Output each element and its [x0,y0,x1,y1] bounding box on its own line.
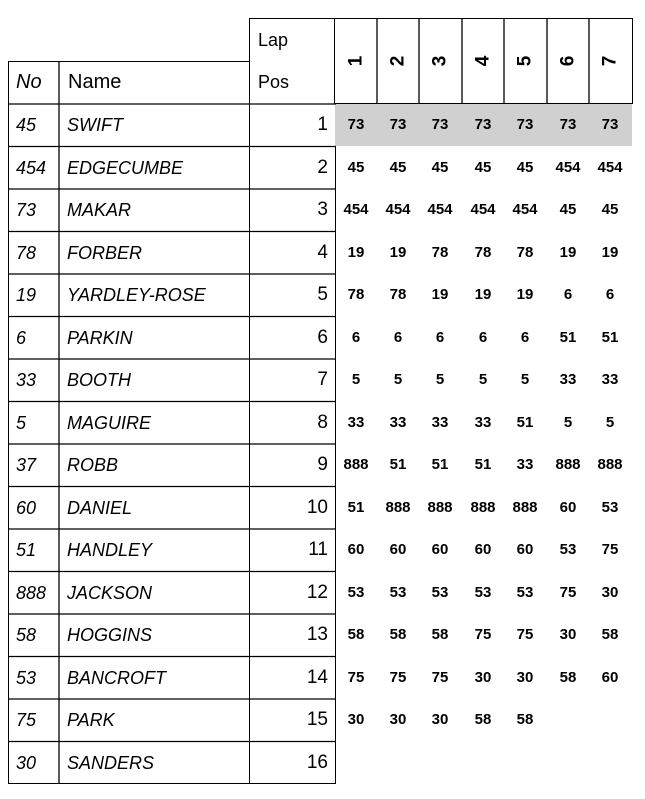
lap-3-car-number: 78 [431,243,449,261]
lap-7-car-number: 75 [601,541,619,558]
table-row [0,147,645,189]
lap-5-car-number: 454 [512,201,538,218]
lap-4-car-number [462,742,504,784]
lap-4-car-number: 5 [478,371,488,388]
lap-1-car-number: 75 [347,668,365,686]
driver-number: 51 [16,540,37,560]
header-name: Name [68,71,122,93]
lap-3-car-number: 5 [435,371,445,388]
finish-position: 3 [317,199,328,220]
lap-4-car-number: 45 [474,158,492,176]
lap-3-car-number: 60 [431,541,449,558]
driver-name: YARDLEY-ROSE [67,285,206,305]
lap-3-car-number: 51 [431,456,449,473]
lap-2-car-number: 30 [389,711,407,728]
lap-3-car-number: 19 [431,286,449,303]
lap-1-car-number: 51 [347,498,365,516]
lap-5-car-number: 5 [520,371,530,388]
driver-name: BOOTH [67,370,132,390]
lap-1-car-number: 33 [347,413,365,431]
lap-1-car-number: 5 [351,371,361,388]
lap-5-car-number: 73 [516,116,534,133]
finish-position: 1 [317,114,328,135]
driver-number: 5 [16,412,27,433]
lap-5-car-number: 53 [516,583,534,601]
lap-4-car-number: 78 [474,243,492,261]
lap-5-car-number: 75 [516,626,534,643]
table-row [0,402,645,444]
lap-4-car-number: 30 [474,668,492,686]
lap-header-1: 1 [344,55,366,67]
finish-position: 13 [306,624,328,645]
finish-position: 6 [317,326,328,348]
lap-3-car-number: 33 [431,413,449,431]
lap-3-car-number: 888 [427,498,453,516]
lap-1-car-number: 454 [343,201,369,218]
driver-name: BANCROFT [67,667,166,688]
lap-6-car-number: 19 [559,243,577,261]
lap-3-car-number: 30 [431,711,449,728]
lap-1-car-number: 78 [347,286,365,303]
driver-number: 45 [16,115,37,135]
driver-number: 60 [16,497,37,518]
lap-4-car-number: 58 [474,711,492,728]
table-row [0,317,645,359]
lap-7-car-number: 73 [601,116,619,133]
lap-5-car-number: 30 [516,668,534,686]
lap-5-car-number: 60 [516,541,534,558]
lap-2-car-number: 53 [389,583,407,601]
driver-name: SANDERS [67,752,155,773]
lap-6-car-number: 73 [559,116,577,133]
lap-6-car-number: 30 [559,626,577,643]
lap-2-car-number: 6 [393,328,403,346]
table-row [0,742,645,784]
lap-4-car-number: 60 [474,541,492,558]
table-row [0,699,645,741]
finish-position: 4 [317,241,328,263]
table-row [0,444,645,486]
driver-number: 78 [16,242,37,263]
lap-header-6: 6 [556,55,578,67]
lap-5-car-number: 51 [516,413,534,431]
lap-2-car-number: 78 [389,286,407,303]
table-row [0,614,645,656]
driver-number: 6 [16,327,27,348]
driver-number: 33 [16,370,37,390]
driver-number: 53 [16,667,37,688]
table-row [0,657,645,699]
lap-1-car-number: 30 [347,711,365,728]
finish-position: 16 [306,751,328,773]
driver-name: FORBER [67,242,143,263]
driver-number: 19 [16,285,37,305]
lap-header-5: 5 [513,55,535,67]
header-lap: Lap [258,30,289,50]
driver-name: HOGGINS [67,625,153,645]
lap-3-car-number [419,742,461,784]
lap-1-car-number: 6 [351,328,361,346]
lap-4-car-number: 33 [474,413,492,431]
table-row [0,104,645,146]
table-row [0,572,645,614]
driver-number: 73 [16,200,37,220]
lap-1-car-number: 53 [347,583,365,601]
finish-position: 11 [308,539,328,560]
lap-2-car-number: 73 [389,116,407,133]
lap-5-car-number: 33 [516,456,534,473]
lap-header-4: 4 [471,55,493,67]
table-row [0,274,645,316]
lap-1-car-number: 73 [347,116,365,133]
lap-1-car-number: 888 [343,456,369,473]
table-row [0,487,645,529]
lap-5-car-number: 78 [516,243,534,261]
lap-2-car-number: 51 [389,456,407,473]
finish-position: 5 [317,284,328,305]
table-row [0,359,645,401]
driver-number: 37 [16,455,37,475]
driver-number: 30 [16,752,37,773]
finish-position: 2 [317,156,328,178]
lap-2-car-number: 19 [389,243,407,261]
lap-4-car-number: 73 [474,116,492,133]
lap-4-car-number: 454 [470,201,496,218]
lap-7-car-number: 53 [601,498,619,516]
lap-2-car-number [377,742,419,784]
lap-5-car-number [504,742,546,784]
lap-6-car-number: 888 [555,456,581,473]
lap-7-car-number: 6 [605,286,615,303]
lap-6-car-number: 6 [563,286,573,303]
lap-6-car-number: 75 [559,583,577,601]
lap-6-car-number [547,699,589,741]
lap-3-car-number: 73 [431,116,449,133]
lap-1-car-number: 19 [347,243,365,261]
driver-name: EDGECUMBE [67,157,184,178]
lap-7-car-number: 5 [605,413,615,431]
lap-2-car-number: 45 [389,158,407,176]
lap-6-car-number: 51 [559,328,577,346]
driver-name: MAKAR [67,200,132,220]
lap-5-car-number: 19 [516,286,534,303]
lap-2-car-number: 454 [385,201,411,218]
driver-number: 454 [16,157,47,178]
lap-3-car-number: 45 [431,158,449,176]
driver-name: DANIEL [67,497,133,518]
lap-6-car-number: 58 [559,668,577,686]
lap-7-car-number: 51 [601,328,619,346]
driver-number: 888 [16,582,47,603]
lap-4-car-number: 51 [474,456,492,473]
lap-2-car-number: 888 [385,498,411,516]
lap-6-car-number: 454 [555,158,581,176]
lap-7-car-number: 454 [597,158,623,176]
lap-3-car-number: 6 [435,328,445,346]
finish-position: 7 [317,369,328,390]
driver-name: MAGUIRE [67,412,152,433]
lap-6-car-number: 60 [559,498,577,516]
lap-7-car-number: 58 [601,626,619,643]
lap-3-car-number: 58 [431,626,449,643]
header-no: No [16,71,42,93]
driver-name: PARKIN [67,327,133,348]
finish-position: 12 [306,581,328,603]
lap-7-car-number: 33 [601,371,619,388]
driver-name: SWIFT [67,115,123,135]
lap-1-car-number: 60 [347,541,365,558]
lap-1-car-number: 45 [347,158,365,176]
lap-5-car-number: 45 [516,158,534,176]
finish-position: 14 [306,666,328,688]
lap-7-car-number: 30 [601,583,619,601]
finish-position: 8 [317,411,328,433]
lap-6-car-number: 33 [559,371,577,388]
lap-4-car-number: 19 [474,286,492,303]
driver-name: ROBB [67,455,119,475]
finish-position: 15 [306,709,328,730]
lap-2-car-number: 33 [389,413,407,431]
lap-header-2: 2 [386,55,408,67]
table-row [0,529,645,571]
driver-name: JACKSON [67,582,153,603]
lap-7-car-number: 888 [597,456,623,473]
lap-6-car-number: 45 [559,201,577,218]
table-row [0,232,645,274]
lap-header-7: 7 [598,55,620,67]
driver-name: HANDLEY [67,540,153,560]
lap-3-car-number: 75 [431,668,449,686]
driver-name: PARK [67,710,115,730]
lap-7-car-number: 19 [601,243,619,261]
lap-4-car-number: 53 [474,583,492,601]
lap-1-car-number: 58 [347,626,365,643]
driver-number: 58 [16,625,37,645]
lap-header-3: 3 [428,55,450,67]
lap-5-car-number: 58 [516,711,534,728]
lap-4-car-number: 75 [474,626,492,643]
lap-5-car-number: 6 [520,328,530,346]
driver-number: 75 [16,710,37,730]
lap-6-car-number: 53 [559,541,577,558]
lap-2-car-number: 75 [389,668,407,686]
lap-7-car-number [589,742,631,784]
lap-7-car-number: 60 [601,668,619,686]
lap-2-car-number: 60 [389,541,407,558]
finish-position: 10 [306,496,328,518]
lap-3-car-number: 53 [431,583,449,601]
lap-6-car-number [547,742,589,784]
lap-2-car-number: 58 [389,626,407,643]
lap-4-car-number: 6 [478,328,488,346]
lap-2-car-number: 5 [393,371,403,388]
lap-3-car-number: 454 [427,201,453,218]
lap-7-car-number [589,699,631,741]
table-row [0,189,645,231]
lap-1-car-number [335,742,377,784]
lap-5-car-number: 888 [512,498,538,516]
lap-4-car-number: 888 [470,498,496,516]
lap-6-car-number: 5 [563,413,573,431]
header-pos: Pos [258,72,290,92]
lap-7-car-number: 45 [601,201,619,218]
finish-position: 9 [317,454,328,475]
